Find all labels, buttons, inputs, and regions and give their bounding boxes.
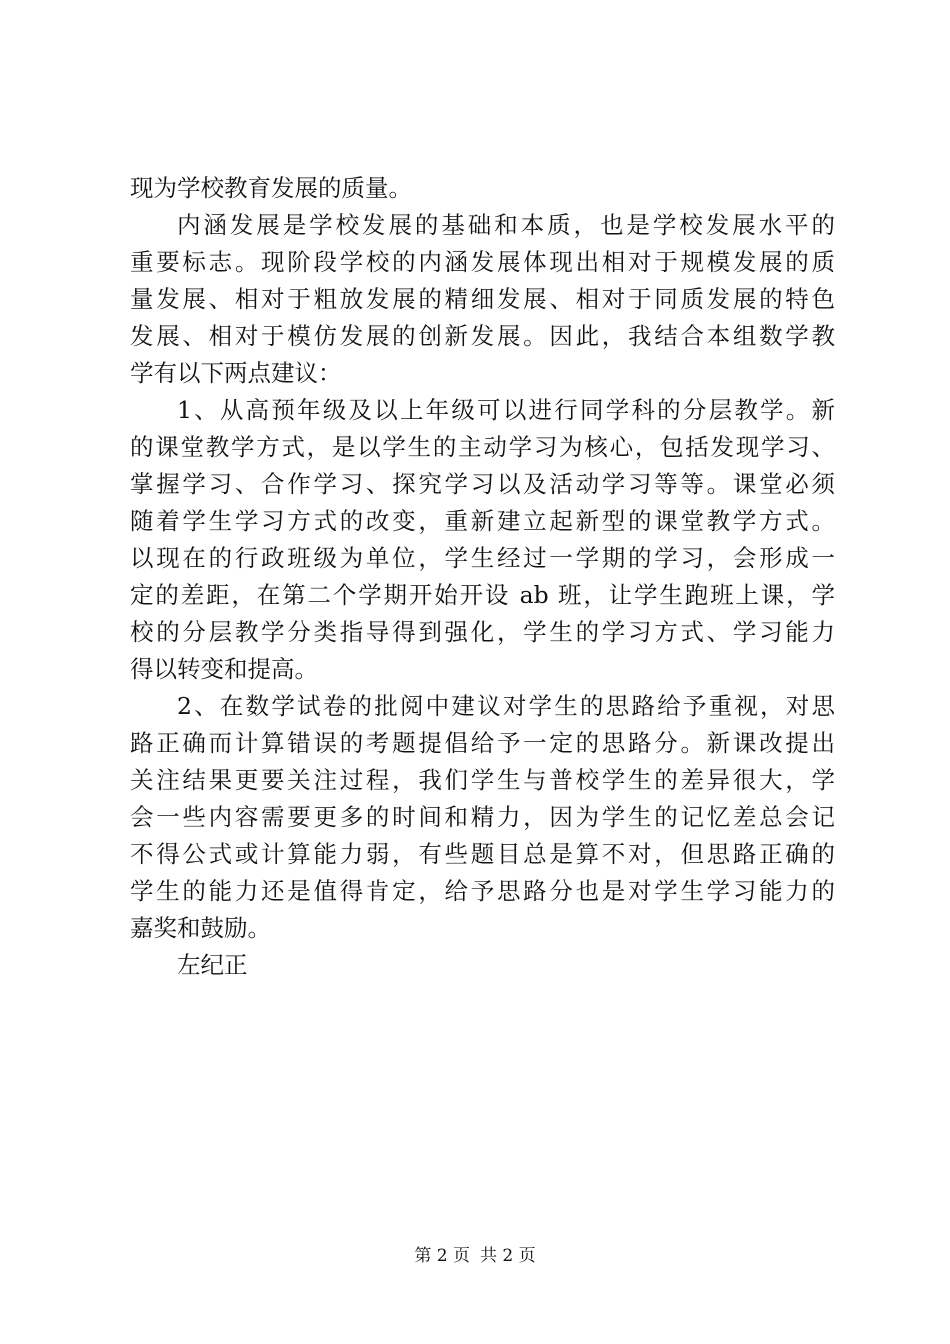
paragraph (130, 688, 835, 947)
text-line: 现为学校教育发展的质量。 (130, 174, 412, 202)
paragraph (130, 392, 835, 688)
text-line: 随着学生学习方式的改变，重新建立起新型的课堂教学方式。 (130, 507, 835, 535)
text-line: 校的分层教学分类指导得到强化，学生的学习方式、学习能力 (130, 618, 835, 646)
text-line: 2、在数学试卷的批阅中建议对学生的思路给予重视，对思 (177, 692, 835, 720)
text-line: 关注结果更要关注过程，我们学生与普校学生的差异很大，学 (130, 766, 835, 794)
page-total: 共 2 页 (480, 1246, 536, 1266)
text-line: 的课堂教学方式，是以学生的主动学习为核心，包括发现学习、 (130, 433, 835, 461)
text-line: 发展、相对于模仿发展的创新发展。因此，我结合本组数学教 (130, 322, 835, 350)
paragraph (130, 207, 835, 392)
author-signature: 左纪正 (177, 951, 248, 979)
text-line: 重要标志。现阶段学校的内涵发展体现出相对于规模发展的质 (130, 248, 835, 276)
text-line: 路正确而计算错误的考题提倡给予一定的思路分。新课改提出 (130, 729, 835, 757)
text-line: 定的差距，在第二个学期开始开设 ab 班，让学生跑班上课，学 (130, 581, 835, 609)
text-line: 得以转变和提高。 (130, 655, 318, 683)
text-line: 学有以下两点建议： (130, 359, 342, 387)
text-line: 掌握学习、合作学习、探究学习以及活动学习等等。课堂必须 (130, 470, 835, 498)
text-line: 量发展、相对于粗放发展的精细发展、相对于同质发展的特色 (130, 285, 835, 313)
text-line: 以现在的行政班级为单位，学生经过一学期的学习，会形成一 (130, 544, 835, 572)
document-body (130, 170, 835, 984)
text-line: 不得公式或计算能力弱，有些题目总是算不对，但思路正确的 (130, 840, 835, 868)
text-line: 1、从高预年级及以上年级可以进行同学科的分层教学。新 (177, 396, 835, 424)
text-line: 内涵发展是学校发展的基础和本质，也是学校发展水平的 (177, 211, 835, 239)
text-line: 学生的能力还是值得肯定，给予思路分也是对学生学习能力的 (130, 877, 835, 905)
page-number: 第 2 页 (414, 1246, 470, 1266)
text-line: 嘉奖和鼓励。 (130, 914, 271, 942)
paragraph (130, 170, 835, 207)
page-footer (0, 1244, 950, 1268)
text-line: 会一些内容需要更多的时间和精力，因为学生的记忆差总会记 (130, 803, 835, 831)
